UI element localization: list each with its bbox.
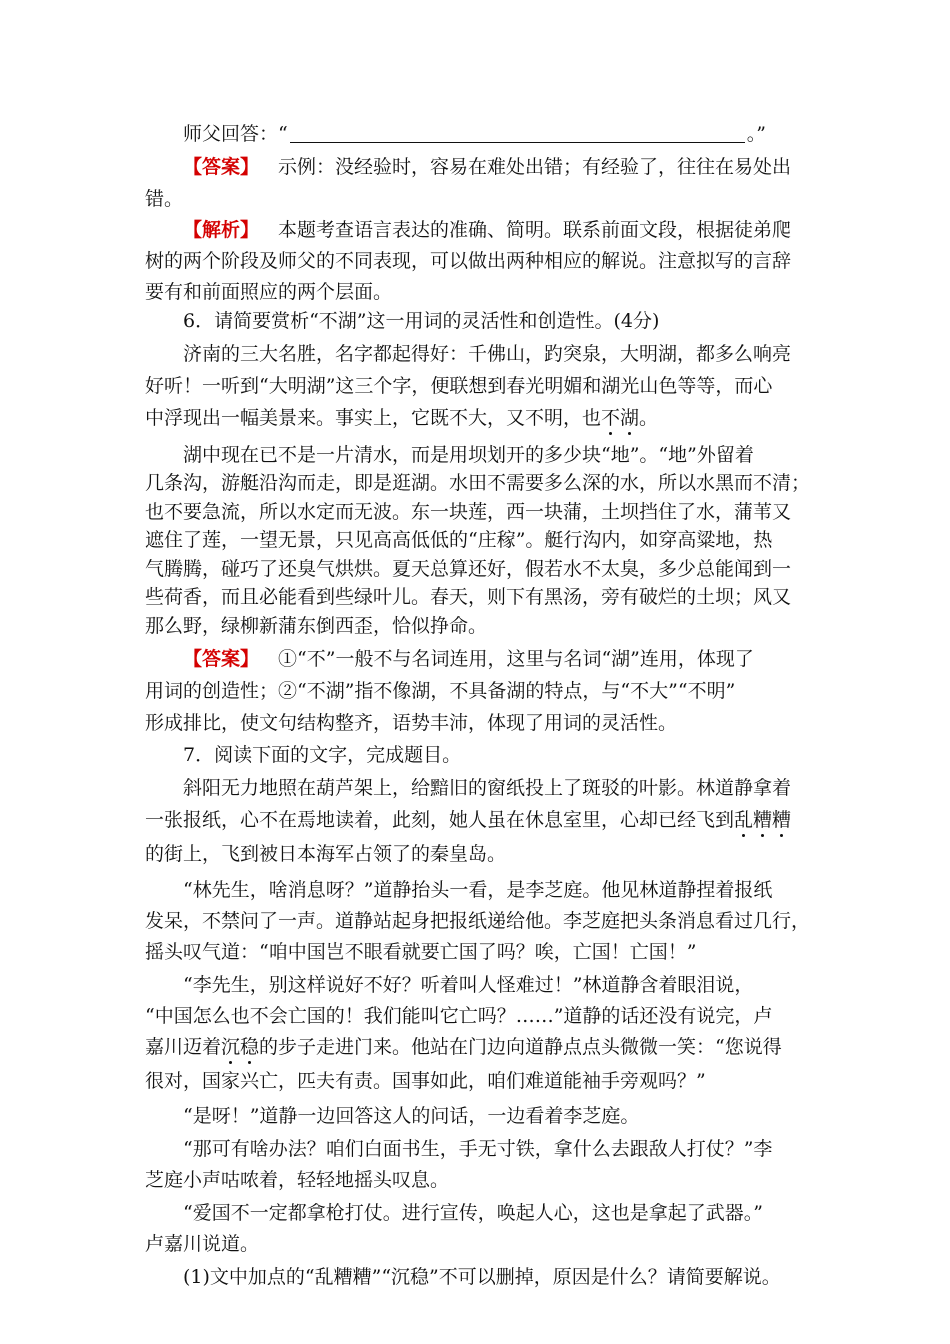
q6-passage-line: 湖中现在已不是一片清水，而是用坝划开的多少块“地”。“地”外留着 bbox=[183, 444, 754, 466]
answer-blank bbox=[290, 120, 745, 143]
emphasis-dot-char: 不 bbox=[601, 407, 621, 429]
emphasis-dot-char: 糟 bbox=[772, 809, 792, 831]
q7-passage-line: 很对，国家兴亡，匹夫有责。国事如此，咱们难道能袖手旁观吗？” bbox=[145, 1070, 706, 1092]
q6-passage-line: 些荷香，而且必能看到些绿叶儿。春天，则下有黑汤，旁有破烂的土坝；风又 bbox=[145, 586, 792, 608]
q7-passage-line: 芝庭小声咕哝着，轻轻地摇头叹息。 bbox=[145, 1169, 450, 1191]
master-answer-line bbox=[183, 118, 810, 150]
q6-passage-line: 也不要急流，所以水定而无波。东一块莲，西一块蒲，土坝挡住了水，蒲苇又 bbox=[145, 501, 792, 523]
emphasis-dot-char: 糟 bbox=[753, 809, 773, 831]
q7-passage-line: 发呆，不禁问了一声。道静站起身把报纸递给他。李芝庭把头条消息看过几行， bbox=[145, 910, 811, 932]
q6-passage-line: 几条沟，游艇沿沟而走，即是逛湖。水田不需要多么深的水，所以水黑而不清； bbox=[145, 472, 811, 494]
q5-analysis-text: 本题考查语言表达的准确、简明。联系前面文段，根据徒弟爬 bbox=[278, 219, 792, 241]
q7-subquestion: (1)文中加点的“乱糟糟”“沉稳”不可以删掉，原因是什么？请简要解说。 bbox=[183, 1266, 781, 1288]
analysis-tag: 【解析】 bbox=[183, 219, 260, 241]
q7-passage-line: 斜阳无力地照在葫芦架上，给黯旧的窗纸投上了斑驳的叶影。林道静拿着 bbox=[183, 777, 792, 799]
q7-question: 7．阅读下面的文字，完成题目。 bbox=[183, 744, 462, 766]
q6-passage-line: 济南的三大名胜，名字都起得好：千佛山，趵突泉，大明湖，都多么响亮 bbox=[183, 343, 792, 365]
q5-analysis-line: 树的两个阶段及师父的不同表现，可以做出两种相应的解说。注意拟写的言辞 bbox=[145, 250, 792, 272]
emphasis-dot-char: 湖 bbox=[620, 407, 640, 429]
q6-passage-line: 好听！一听到“大明湖”这三个字，便联想到春光明媚和湖光山色等等，而心 bbox=[145, 375, 773, 397]
q7-passage-line: “是呀！”道静一边回答这人的问话，一边看着李芝庭。 bbox=[183, 1105, 640, 1127]
q5-answer-line bbox=[183, 151, 810, 183]
q7-passage-line: “李先生，别这样说好不好？听着叫人怪难过！”林道静含着眼泪说， bbox=[183, 974, 754, 996]
answer-tag: 【答案】 bbox=[183, 156, 260, 178]
q6-passage-line: 遮住了莲，一望无景，只见高高低低的“庄稼”。艇行沟内，如穿高粱地，热 bbox=[145, 529, 773, 551]
answer-tag: 【答案】 bbox=[183, 648, 260, 670]
q6-answer-line: 用词的创造性；②“不湖”指不像湖，不具备湖的特点，与“不大”“不明” bbox=[145, 680, 736, 702]
q7-passage-text: 一张报纸，心不在焉地读着，此刻，她人虽在休息室里，心却已经飞到 bbox=[145, 809, 735, 831]
q6-passage-text: 中浮现出一幅美景来。事实上，它既不大，又不明，也 bbox=[145, 407, 602, 429]
emphasis-dot-char: 稳 bbox=[240, 1036, 260, 1058]
q6-question: 6．请简要赏析“不湖”这一用词的灵活性和创造性。(4分) bbox=[183, 310, 660, 332]
q7-passage-line: “林先生，啥消息呀？”道静抬头一看，是李芝庭。他见林道静捏着报纸 bbox=[183, 879, 773, 901]
q7-passage-line: 卢嘉川说道。 bbox=[145, 1233, 260, 1255]
master-answer-prefix: 师父回答：“ bbox=[183, 123, 288, 145]
q7-passage-line: “中国怎么也不会亡国的！我们能叫它亡吗？……”道静的话还没有说完，卢 bbox=[145, 1005, 773, 1027]
emphasis-dot-char: 乱 bbox=[734, 809, 754, 831]
master-answer-suffix: 。” bbox=[746, 123, 766, 145]
q6-passage-line: 气腾腾，碰巧了还臭气烘烘。夏天总算还好，假若水不太臭，多少总能闻到一 bbox=[145, 558, 792, 580]
q7-passage-line: 的街上，飞到被日本海军占领了的秦皇岛。 bbox=[145, 843, 507, 865]
q6-answer-line bbox=[183, 643, 810, 675]
q7-passage-line: “爱国不一定都拿枪打仗。进行宣传，唤起人心，这也是拿起了武器。” bbox=[183, 1202, 763, 1224]
q7-passage-text: 嘉川迈着 bbox=[145, 1036, 222, 1058]
q7-passage-line bbox=[145, 1031, 810, 1063]
q7-passage-text: 的步子走进门来。他站在门边向道静点点头微微一笑：“您说得 bbox=[259, 1036, 782, 1058]
q6-passage-line bbox=[145, 402, 810, 434]
q7-passage-line bbox=[145, 804, 810, 836]
q5-analysis-line bbox=[183, 214, 810, 246]
q6-passage-text: 。 bbox=[639, 407, 659, 429]
q7-passage-line: “那可有啥办法？咱们白面书生，手无寸铁，拿什么去跟敌人打仗？”李 bbox=[183, 1138, 773, 1160]
q6-answer-text: ①“不”一般不与名词连用，这里与名词“湖”连用，体现了 bbox=[278, 648, 754, 670]
q5-answer-line: 错。 bbox=[145, 188, 184, 210]
q6-answer-line: 形成排比，使文句结构整齐，语势丰沛，体现了用词的灵活性。 bbox=[145, 712, 678, 734]
q5-analysis-line: 要有和前面照应的两个层面。 bbox=[145, 281, 393, 303]
q5-answer-text: 示例：没经验时，容易在难处出错；有经验了，往往在易处出 bbox=[278, 156, 792, 178]
q6-passage-line: 那么野，绿柳新蒲东倒西歪，恰似挣命。 bbox=[145, 615, 488, 637]
emphasis-dot-char: 沉 bbox=[221, 1036, 241, 1058]
q7-passage-line: 摇头叹气道：“咱中国岂不眼看就要亡国了吗？唉，亡国！亡国！” bbox=[145, 941, 697, 963]
